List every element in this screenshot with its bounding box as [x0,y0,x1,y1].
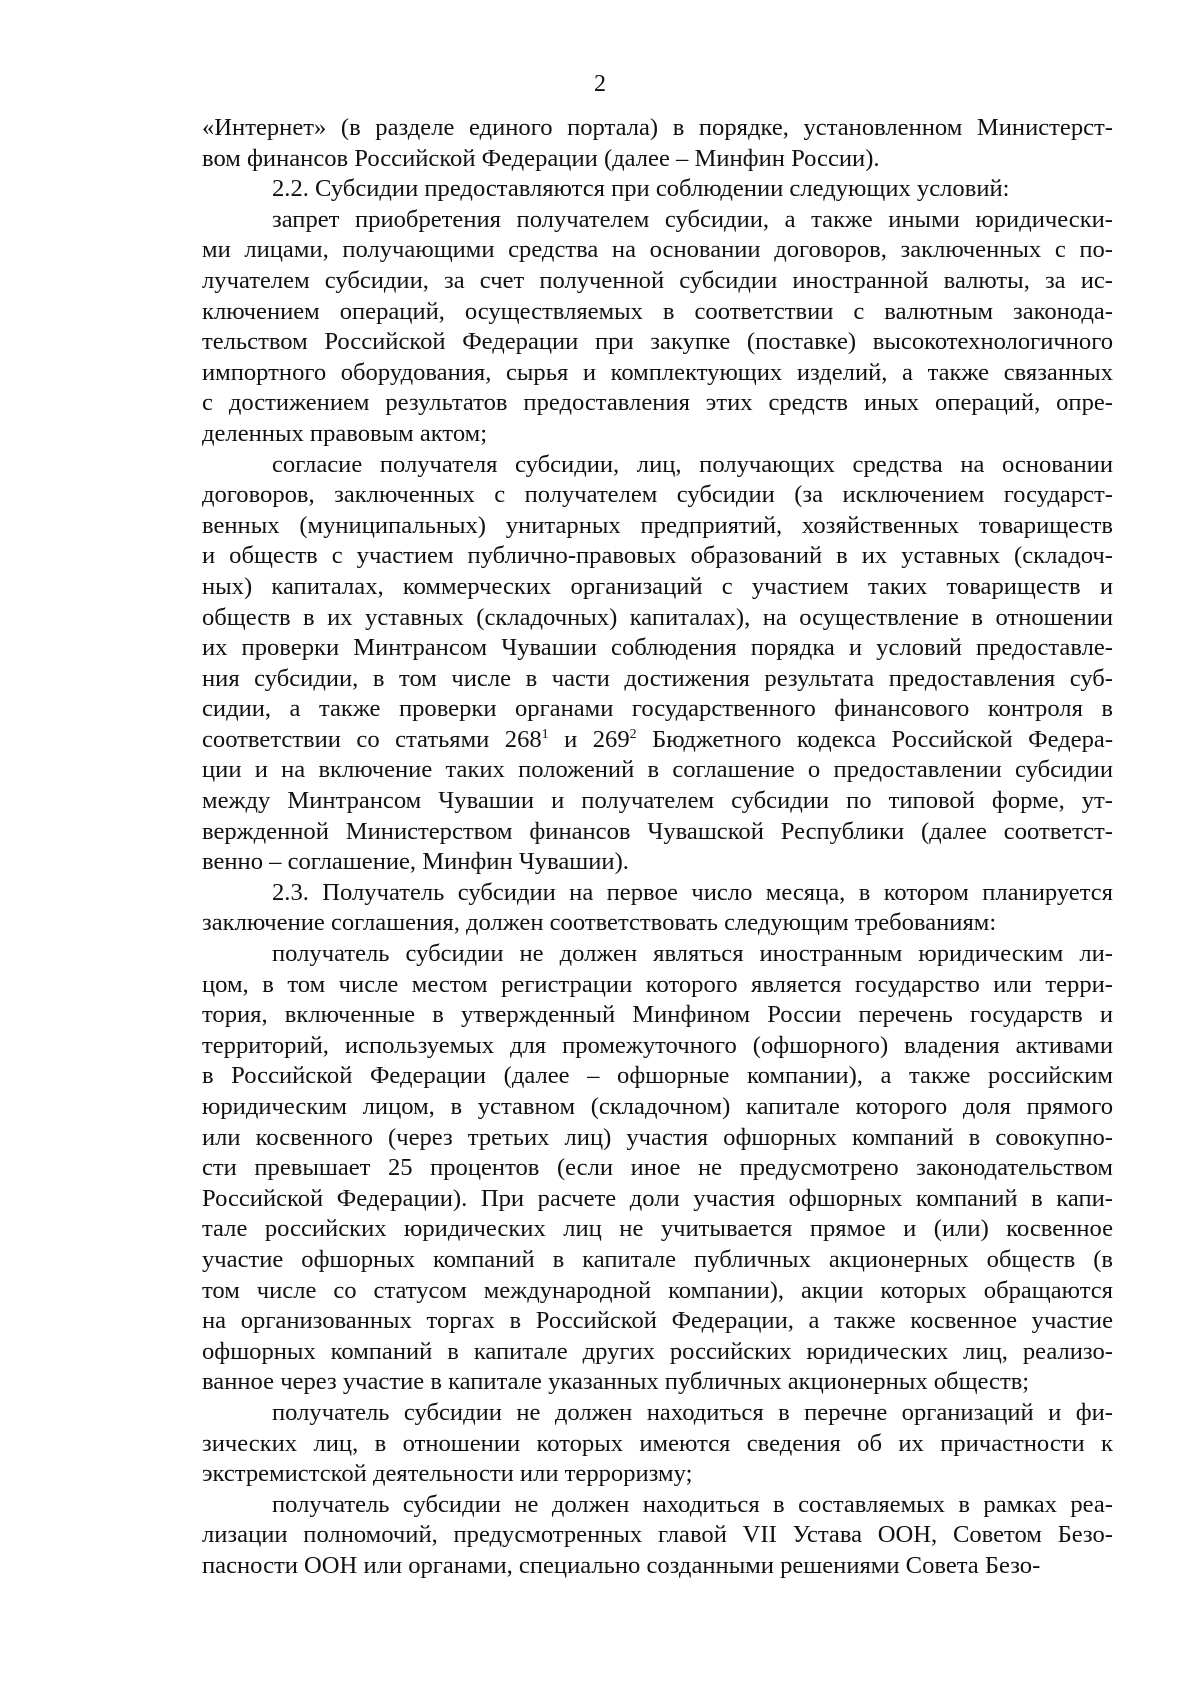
text-line: венно – соглашение, Минфин Чувашии). [202,848,629,876]
text-line: экстремистской деятельности или терроризму; [202,1460,693,1488]
text-line: деленных правовым актом; [202,419,488,447]
text-line: и обществ с участием публично-правовых образований в их уставных (складоч- [202,542,1113,570]
text-line: юридическим лицом, в уставном (складочном) капитале которого доля прямого [202,1093,1113,1120]
text-line: 2.2. Субсидии предоставляются при соблюдении следующих условий: [272,175,1010,203]
text-line: ключением операций, осуществляемых в соответствии с валютным законода- [202,297,1113,325]
text-line: зических лиц, в отношении которых имеются сведения об их причастности к [202,1429,1113,1457]
text-line: между Минтрансом Чувашии и получателем субсидии по типовой форме, ут- [202,787,1113,815]
text-line: участие офшорных компаний в капитале публичных акционерных обществ (в [202,1245,1113,1273]
text-line: ми лицами, получающими средства на основании договоров, заключенных с по- [202,236,1113,264]
text-line: «Интернет» (в разделе единого портала) в порядке, установленном Министерст- [202,114,1113,141]
document-body [202,113,1113,1582]
text-line: пасности ООН или органами, специально созданными решениями Совета Безо- [202,1551,1041,1579]
text-line: венных (муниципальных) унитарных предприятий, хозяйственных товариществ [202,511,1113,539]
text-fragment: соответствии со статьями 268 [202,725,542,753]
text-line: лучателем субсидии, за счет полученной субсидии иностранной валюты, за ис- [202,266,1113,294]
text-line: сти превышает 25 процентов (если иное не предусмотрено законодательством [202,1154,1113,1182]
page-number: 2 [594,71,606,97]
text-line: территорий, используемых для промежуточного (офшорного) владения активами [202,1031,1113,1059]
text-line: сидии, а также проверки органами государственного финансового контроля в [202,695,1113,723]
text-line: или косвенного (через третьих лиц) участия офшорных компаний в совокупно- [202,1123,1113,1151]
text-line: тельством Российской Федерации при закупке (поставке) высокотехнологичного [202,328,1113,356]
text-line: договоров, заключенных с получателем субсидии (за исключением государст- [202,481,1113,509]
text-line: ванное через участие в капитале указанных публичных акционерных обществ; [202,1368,1030,1396]
article-superscript: 2 [629,726,637,742]
text-line: том числе со статусом международной компании), акции которых обращаются [202,1276,1113,1304]
text-line: офшорных компаний в капитале других российских юридических лиц, реализо- [202,1337,1113,1365]
text-line: вом финансов Российской Федерации (далее – Минфин России). [202,144,880,172]
text-line: вержденной Министерством финансов Чувашской Республики (далее соответст- [202,817,1113,845]
text-line: Российской Федерации). При расчете доли участия офшорных компаний в капи- [202,1184,1113,1212]
text-line: на организованных торгах в Российской Федерации, а также косвенное участие [202,1307,1113,1335]
text-line: 2.3. Получатель субсидии на первое число месяца, в котором планируется [272,878,1113,906]
text-line: тале российских юридических лиц не учитывается прямое и (или) косвенное [202,1215,1113,1243]
text-line: ных) капиталах, коммерческих организаций с участием таких товариществ и [202,572,1113,600]
text-line: получатель субсидии не должен находиться в перечне организаций и фи- [272,1398,1113,1426]
text-line: обществ в их уставных (складочных) капиталах), на осуществление в отношении [202,603,1113,631]
text-line [202,725,1113,756]
text-fragment: и 269 [548,725,630,753]
text-line: тория, включенные в утвержденный Минфином России перечень государств и [202,1001,1113,1029]
text-line: согласие получателя субсидии, лиц, получающих средства на основании [272,450,1113,478]
article-superscript: 1 [541,726,549,742]
text-line: лизации полномочий, предусмотренных главой VII Устава ООН, Советом Безо- [202,1521,1113,1549]
text-line: импортного оборудования, сырья и комплектующих изделий, а также связанных [202,358,1113,386]
text-line: их проверки Минтрансом Чувашии соблюдения порядка и условий предоставле- [202,634,1113,662]
text-line: получатель субсидии не должен являться иностранным юридическим ли- [272,940,1113,968]
text-line: ния субсидии, в том числе в части достижения результата предоставления суб- [202,664,1113,692]
text-fragment: Бюджетного кодекса Российской Федера- [636,725,1114,753]
text-line: цом, в том числе местом регистрации которого является государство или терри- [202,970,1113,998]
text-line: запрет приобретения получателем субсидии, а также иными юридически- [272,205,1113,233]
text-line: заключение соглашения, должен соответствовать следующим требованиям: [202,909,997,937]
text-line: с достижением результатов предоставления этих средств иных операций, опре- [202,389,1113,417]
text-line: в Российской Федерации (далее – офшорные компании), а также российским [202,1062,1113,1090]
text-line: ции и на включение таких положений в соглашение о предоставлении субсидии [202,756,1113,784]
text-line: получатель субсидии не должен находиться в составляемых в рамках реа- [272,1490,1113,1518]
